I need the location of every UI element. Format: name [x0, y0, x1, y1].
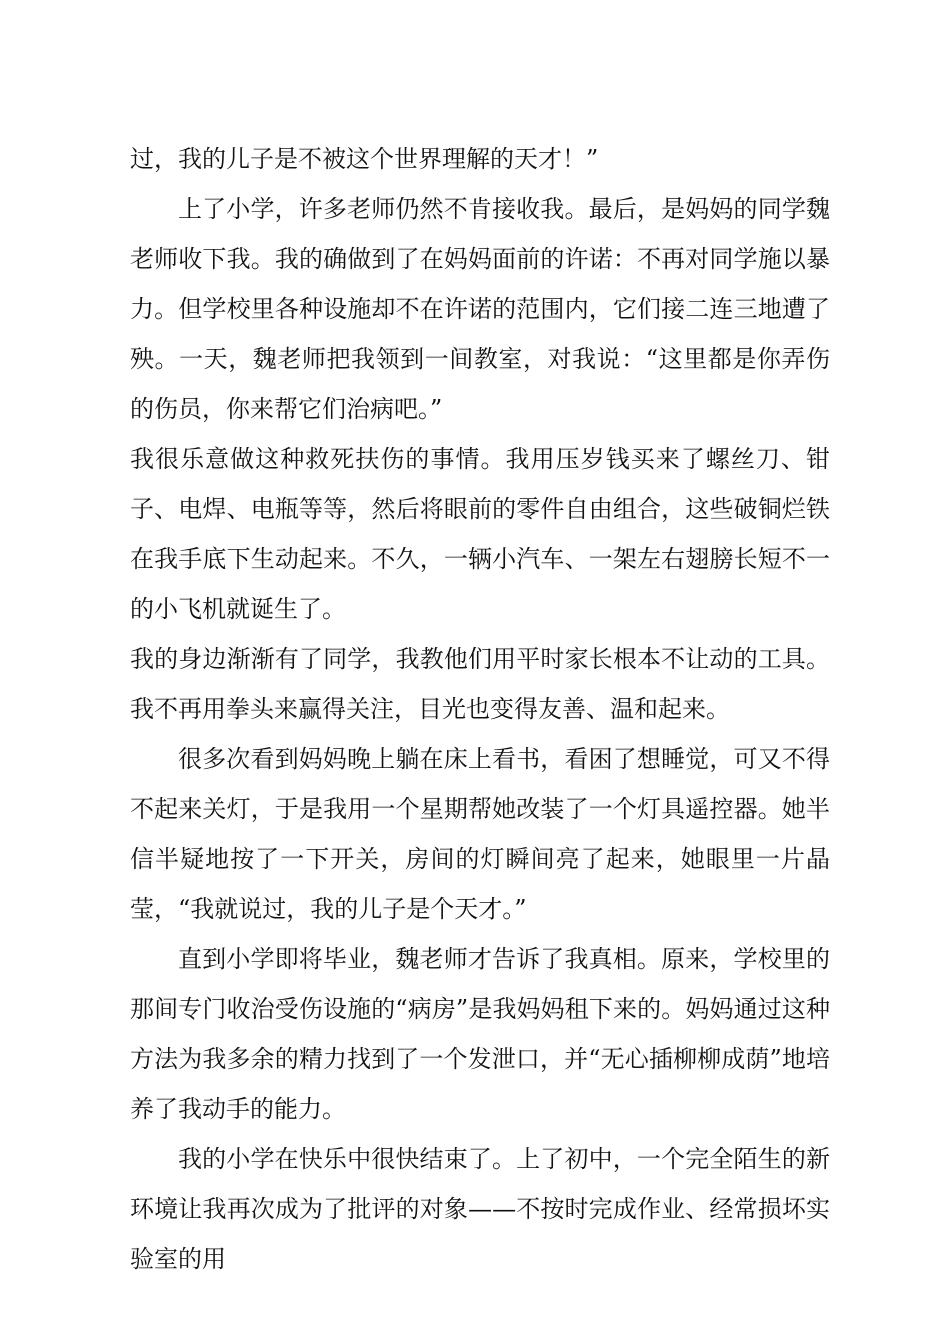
paragraph: 我很乐意做这种救死扶伤的事情。我用压岁钱买来了螺丝刀、钳子、电焊、电瓶等等，然后将眼前的零件自由组合，这些破铜烂铁在我手底下生动起来。不久，一辆小汽车、一架左右翅膀长短不一的小飞机就诞生了。	[130, 445, 830, 623]
paragraph: 上了小学，许多老师仍然不肯接收我。最后，是妈妈的同学魏老师收下我。我的确做到了在妈妈面前的许诺：不再对同学施以暴力。但学校里各种设施却不在许诺的范围内，它们接二连三地遭了殃。一天，魏老师把我领到一间教室，对我说：“这里都是你弄伤的伤员，你来帮它们治病吧。”	[130, 195, 830, 423]
document-page	[130, 134, 830, 1284]
paragraph: 直到小学即将毕业，魏老师才告诉了我真相。原来，学校里的那间专门收治受伤设施的“病房”是我妈妈租下来的。妈妈通过这种方法为我多余的精力找到了一个发泄口，并“无心插柳柳成荫”地培养了我动手的能力。	[130, 945, 830, 1123]
paragraph: 我的小学在快乐中很快结束了。上了初中，一个完全陌生的新环境让我再次成为了批评的对象——不按时完成作业、经常损坏实验室的用	[130, 1145, 830, 1273]
paragraph: 很多次看到妈妈晚上躺在床上看书，看困了想睡觉，可又不得不起来关灯，于是我用一个星期帮她改装了一个灯具遥控器。她半信半疑地按了一下开关，房间的灯瞬间亮了起来，她眼里一片晶莹，“我就说过，我的儿子是个天才。”	[130, 745, 830, 923]
paragraph: 我的身边渐渐有了同学，我教他们用平时家长根本不让动的工具。我不再用拳头来赢得关注，目光也变得友善、温和起来。	[130, 645, 830, 723]
paragraph: 过，我的儿子是不被这个世界理解的天才！”	[130, 145, 599, 173]
